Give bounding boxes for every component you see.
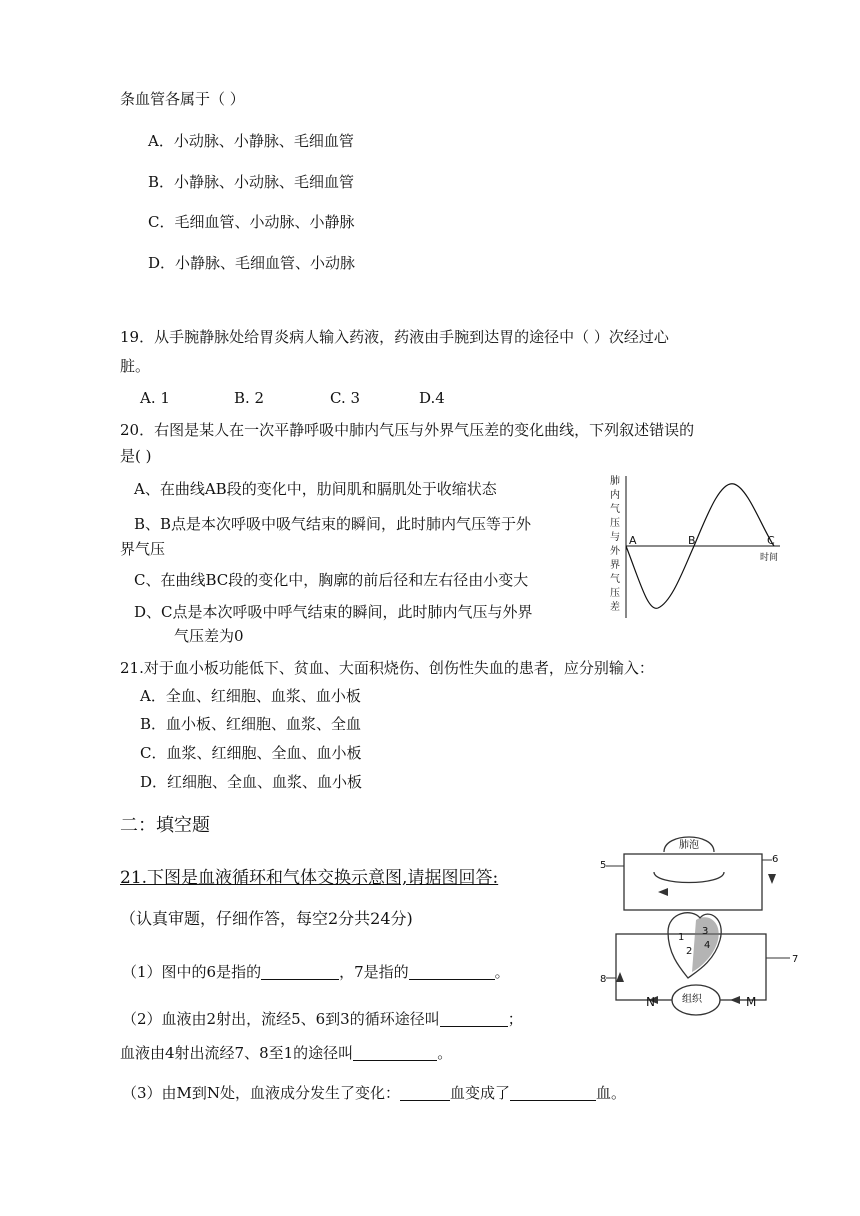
chamber-4-label: 4 — [704, 940, 711, 951]
q21a-option-c: C．血浆、红细胞、全血、血小板 — [140, 744, 362, 762]
q20-option-d-line1: D、C点是本次呼吸中呼气结束的瞬间，此时肺内气压与外界 — [134, 603, 533, 621]
q20-stem-line1: 20．右图是某人在一次平静呼吸中肺内气压与外界气压差的变化曲线，下列叙述错误的 — [120, 421, 695, 439]
graph-ylabel-char: 外 — [610, 546, 620, 557]
q20-stem-line2: 是( ) — [120, 447, 152, 465]
q21b-note: （认真审题，仔细作答，每空2分共24分) — [120, 909, 413, 928]
q18-stem-tail: 条血管各属于（ ） — [120, 90, 245, 108]
graph-ylabel-char: 压 — [610, 588, 620, 599]
chamber-2-label: 2 — [686, 946, 693, 957]
q21a-option-a: A．全血、红细胞、血浆、血小板 — [140, 687, 361, 705]
q21b-part2-text-d: 。 — [437, 1044, 453, 1062]
q21b-part2-text-a: （2）血液由2射出，流经5、6到3的循环途径叫 — [122, 1010, 440, 1028]
alveolus-label: 肺泡 — [679, 840, 699, 851]
q21b-part2-text-c: 血液由4射出流经7、8至1的途径叫 — [120, 1044, 354, 1062]
q21b-part2-line2 — [120, 1042, 452, 1063]
graph-ylabel-char: 界 — [610, 560, 620, 571]
answer-blank-from[interactable] — [400, 1085, 450, 1101]
graph-xlabel: 时间 — [760, 553, 779, 563]
q21b-part2-text-b: ； — [507, 1010, 523, 1028]
tissue-label: 组织 — [682, 994, 702, 1005]
q21b-part3 — [122, 1082, 626, 1103]
graph-ylabel-char: 内 — [610, 490, 620, 501]
chamber-3-label: 3 — [702, 926, 709, 937]
point-b-label: B — [688, 534, 696, 547]
q21b-part1-text-b: ，7是指的 — [339, 963, 409, 981]
q20-option-d-line2: 气压差为0 — [174, 627, 244, 645]
q21b-part3-text-a: （3）由M到N处，血液成分发生了变化： — [122, 1084, 401, 1102]
section-title: 二：填空题 — [120, 815, 210, 836]
q20-option-a: A、在曲线AB段的变化中，肋间肌和膈肌处于收缩状态 — [134, 480, 497, 498]
arrow-icon — [658, 888, 668, 896]
answer-blank-pulmonary[interactable] — [440, 1011, 508, 1027]
pressure-difference-graph — [610, 472, 790, 622]
answer-blank-7[interactable] — [409, 964, 495, 980]
graph-ylabel-char: 与 — [610, 532, 620, 543]
q19-option-a: A. 1 — [140, 389, 170, 407]
q20-option-c: C、在曲线BC段的变化中，胸廓的前后径和左右径由小变大 — [134, 571, 529, 589]
q19-stem-line1: 19．从手腕静脉处给胃炎病人输入药液，药液由手腕到达胃的途径中（ ）次经过心 — [120, 328, 669, 346]
q21b-part2-line1 — [122, 1008, 523, 1029]
answer-blank-to[interactable] — [510, 1085, 596, 1101]
chamber-1-label: 1 — [678, 932, 685, 943]
graph-ylabel-char: 气 — [610, 574, 620, 585]
q20-option-b-line2: 界气压 — [120, 540, 166, 558]
graph-ylabel-char: 差 — [610, 602, 620, 613]
q18-option-d: D．小静脉、毛细血管、小动脉 — [148, 254, 356, 272]
answer-blank-6[interactable] — [261, 964, 339, 980]
q18-option-c: C．毛细血管、小动脉、小静脉 — [148, 213, 355, 231]
arrow-icon — [616, 972, 624, 982]
q21b-part3-text-c: 血。 — [596, 1084, 627, 1102]
q20-option-b-line1: B、B点是本次呼吸中吸气结束的瞬间，此时肺内气压等于外 — [134, 515, 532, 533]
vessel-7-label: 7 — [792, 954, 799, 965]
point-m-label: M — [746, 995, 757, 1009]
q21a-stem: 21.对于血小板功能低下、贫血、大面积烧伤、创伤性失血的患者，应分别输入： — [120, 659, 654, 677]
q21b-part1 — [122, 961, 510, 982]
graph-ylabel-char: 气 — [610, 504, 620, 515]
q18-option-b: B．小静脉、小动脉、毛细血管 — [148, 173, 355, 191]
q19-stem-line2: 脏。 — [120, 357, 151, 375]
graph-ylabel-char: 压 — [610, 518, 620, 529]
vessel-8-label: 8 — [600, 974, 607, 985]
q21a-option-b: B．血小板、红细胞、血浆、全血 — [140, 715, 362, 733]
q19-option-c: C. 3 — [330, 389, 361, 407]
q21a-option-d: D．红细胞、全血、血浆、血小板 — [140, 773, 363, 791]
q18-option-a: A．小动脉、小静脉、毛细血管 — [148, 132, 354, 150]
vessel-6-label: 6 — [772, 854, 779, 865]
blood-circulation-diagram — [596, 822, 806, 1022]
q21b-part1-text-a: （1）图中的6是指的 — [122, 963, 262, 981]
q19-option-b: B. 2 — [234, 389, 265, 407]
q21b-part3-text-b: 血变成了 — [450, 1084, 511, 1102]
capillary-arc — [654, 872, 724, 883]
arrow-icon — [730, 996, 740, 1004]
arrow-icon — [768, 874, 776, 884]
graph-ylabel-char: 肺 — [610, 476, 620, 487]
q19-option-d: D.4 — [419, 389, 445, 407]
point-a-label: A — [629, 534, 637, 547]
q21b-part1-text-c: 。 — [494, 963, 510, 981]
vessel-5-label: 5 — [600, 860, 607, 871]
q21b-title: 21.下图是血液循环和气体交换示意图,请据图回答: — [120, 868, 499, 888]
point-n-label: N — [646, 995, 655, 1009]
point-c-label: C — [767, 534, 775, 547]
answer-blank-systemic[interactable] — [353, 1045, 437, 1061]
